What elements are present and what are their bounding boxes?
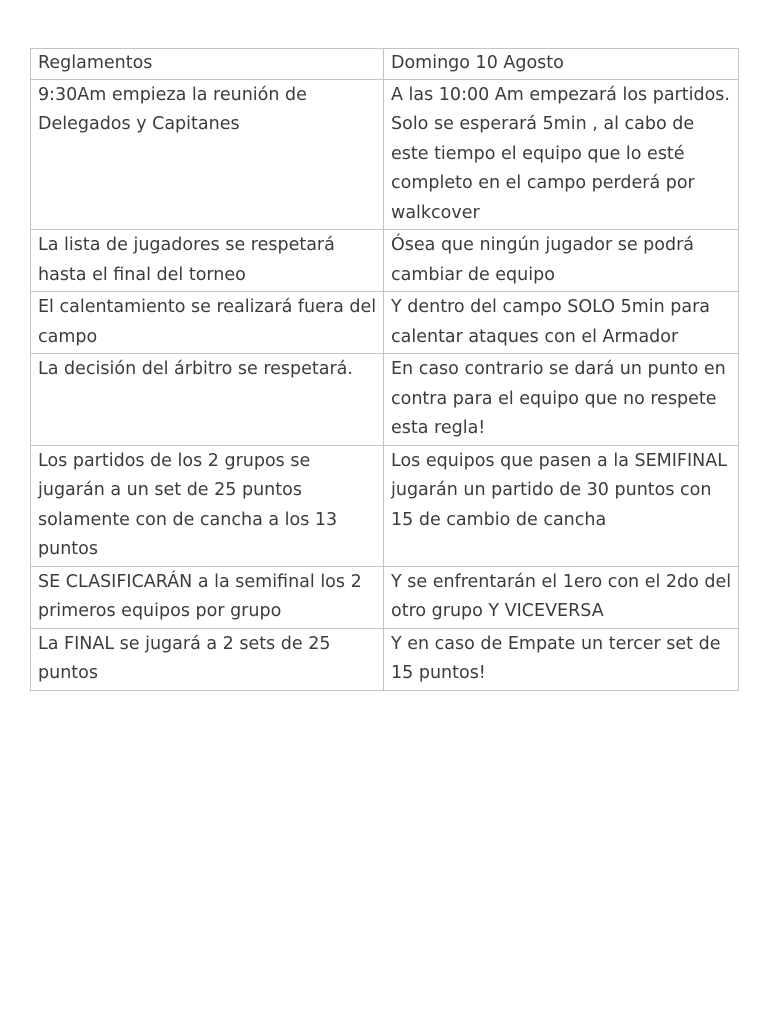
table-header-row [31,49,739,80]
table-row [31,79,739,230]
table-row [31,292,739,354]
rules-table [30,48,739,691]
table-cell: El calentamiento se realizará fuera del campo [31,292,384,354]
table-cell: A las 10:00 Am empezará los partidos. Solo se esperará 5min , al cabo de este tiempo el equipo que lo esté completo en el campo perderá por walkcover [384,79,739,230]
table-cell: Y en caso de Empate un tercer set de 15 puntos! [384,628,739,690]
table-row [31,628,739,690]
table-cell: Y dentro del campo SOLO 5min para calentar ataques con el Armador [384,292,739,354]
table-cell: Los equipos que pasen a la SEMIFINAL jugarán un partido de 30 puntos con 15 de cambio de cancha [384,445,739,566]
column-header-date: Domingo 10 Agosto [384,49,739,80]
table-cell: La FINAL se jugará a 2 sets de 25 puntos [31,628,384,690]
table-cell: 9:30Am empieza la reunión de Delegados y Capitanes [31,79,384,230]
table-cell: SE CLASIFICARÁN a la semifinal los 2 primeros equipos por grupo [31,566,384,628]
table-cell: Ósea que ningún jugador se podrá cambiar de equipo [384,230,739,292]
table-cell: Y se enfrentarán el 1ero con el 2do del otro grupo Y VICEVERSA [384,566,739,628]
table-cell: La decisión del árbitro se respetará. [31,354,384,446]
column-header-reglamentos: Reglamentos [31,49,384,80]
table-cell: La lista de jugadores se respetará hasta el final del torneo [31,230,384,292]
table-row [31,445,739,566]
table-row [31,230,739,292]
table-cell: En caso contrario se dará un punto en contra para el equipo que no respete esta regla! [384,354,739,446]
table-cell: Los partidos de los 2 grupos se jugarán a un set de 25 puntos solamente con de cancha a los 13 puntos [31,445,384,566]
table-row [31,354,739,446]
table-row [31,566,739,628]
